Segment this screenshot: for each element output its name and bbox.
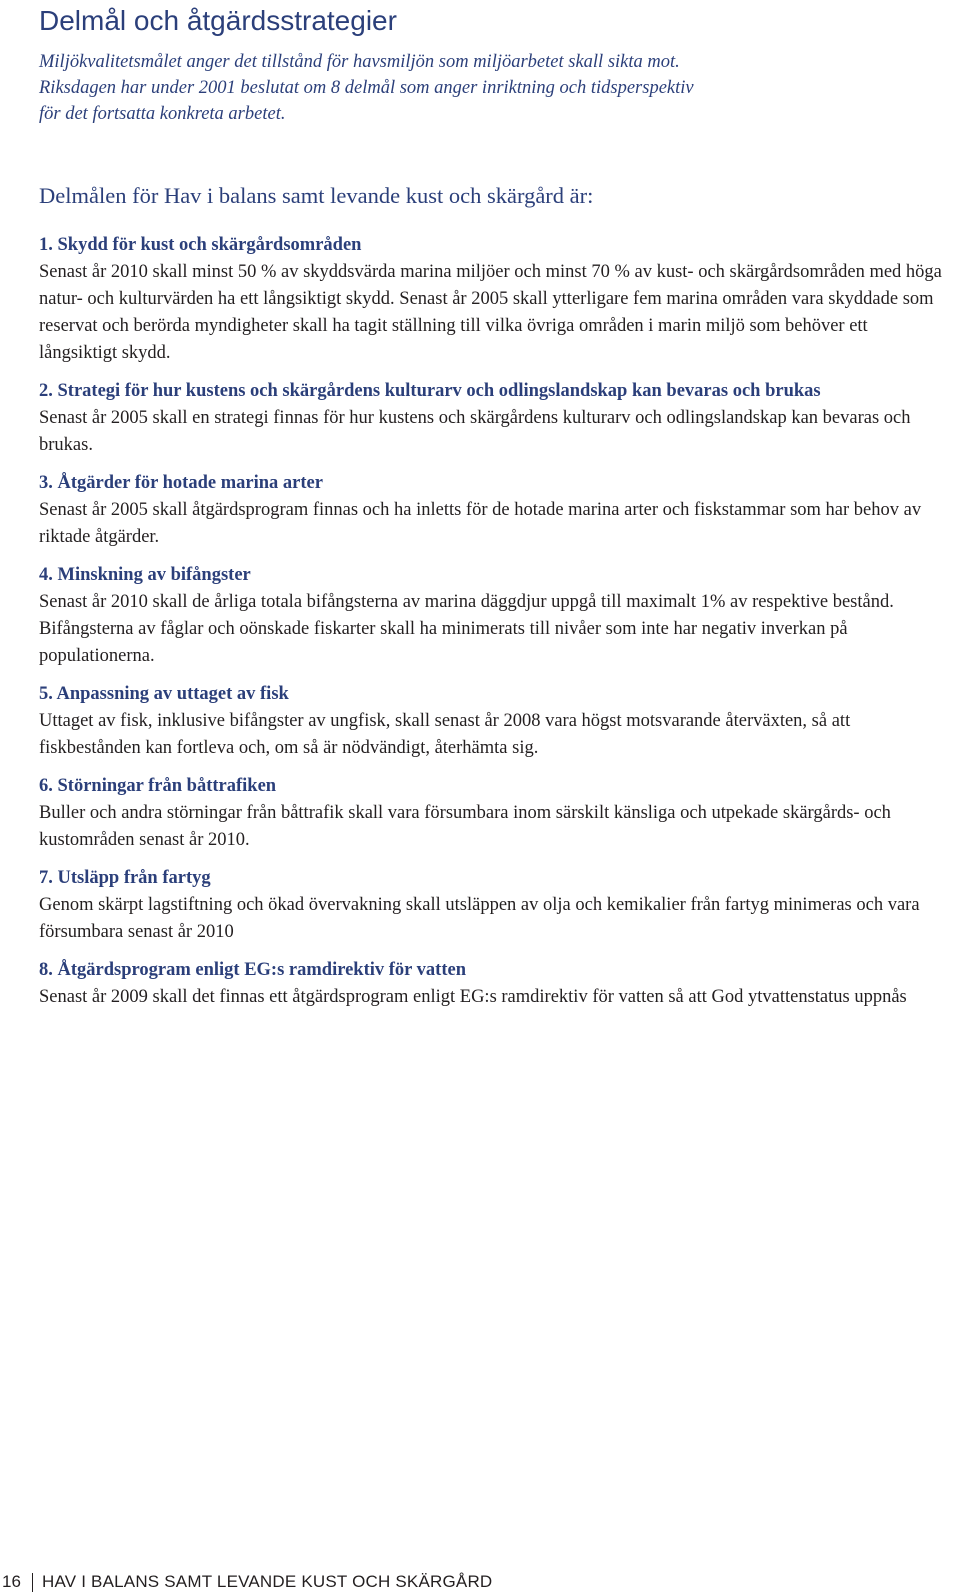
goal-item bbox=[39, 470, 944, 551]
goal-title: 5. Anpassning av uttaget av fisk bbox=[39, 684, 289, 704]
goals-list bbox=[39, 232, 944, 1022]
goal-item bbox=[39, 681, 944, 762]
goal-title: 2. Strategi för hur kustens och skärgårdens kulturarv och odlingslandskap kan bevaras och brukas bbox=[39, 381, 821, 401]
goal-text: Senast år 2005 skall åtgärdsprogram finnas och ha inletts för de hotade marina arter och fiskstammar som har behov av riktade åtgärder. bbox=[39, 500, 922, 547]
goal-title: 7. Utsläpp från fartyg bbox=[39, 868, 211, 888]
page-footer bbox=[0, 1571, 960, 1593]
goal-title: 4. Minskning av bifångster bbox=[39, 565, 251, 585]
goal-item bbox=[39, 773, 944, 854]
goal-text: Senast år 2009 skall det finnas ett åtgärdsprogram enligt EG:s ramdirektiv för vatten så att God ytvattenstatus uppnås bbox=[39, 987, 907, 1007]
goal-item bbox=[39, 957, 944, 1011]
page-heading: Delmål och åtgärdsstrategier bbox=[39, 5, 397, 36]
goal-text: Senast år 2005 skall en strategi finnas för hur kustens och skärgårdens kulturarv och odlingslandskap kan bevaras och brukas. bbox=[39, 408, 911, 455]
page-number: 16 bbox=[2, 1572, 21, 1591]
intro-line: Miljökvalitetsmålet anger det tillstånd för havsmiljön som miljöarbetet skall sikta mot. bbox=[39, 52, 680, 72]
goal-text: Senast år 2010 skall de årliga totala bifångsterna av marina däggdjur uppgå till maximalt 1% av respektive bestånd. Bifångsterna av fåglar och oönskade fiskarter skall ha minimerats till nivåer som inte har negativ inverkan på populationerna. bbox=[39, 592, 894, 666]
goal-text: Senast år 2010 skall minst 50 % av skyddsvärda marina miljöer och minst 70 % av kust- och skärgårdsområden med höga natur- och kulturvärden ha ett långsiktigt skydd. Senast år 2005 skall ytterligare fem marina områden vara skyddade som reservat och berörda myndigheter skall ha tagit ställning till vilka övriga områden i marin miljö som behöver ett långsiktigt skydd. bbox=[39, 262, 942, 363]
goal-item bbox=[39, 232, 944, 367]
goal-text: Buller och andra störningar från båttrafik skall vara försumbara inom särskilt känsliga och utpekade skärgårds- och kustområden senast år 2010. bbox=[39, 803, 891, 850]
intro-line: Riksdagen har under 2001 beslutat om 8 delmål som anger inriktning och tidsperspektiv bbox=[39, 78, 694, 98]
footer-title: HAV I BALANS SAMT LEVANDE KUST OCH SKÄRGÅRD bbox=[42, 1572, 493, 1591]
goal-text: Uttaget av fisk, inklusive bifångster av ungfisk, skall senast år 2008 vara högst motsvarande återväxten, så att fiskbestånden kan fortleva och, om så är nödvändigt, återhämta sig. bbox=[39, 711, 851, 758]
goal-title: 8. Åtgärdsprogram enligt EG:s ramdirektiv för vatten bbox=[39, 960, 466, 980]
goal-title: 3. Åtgärder för hotade marina arter bbox=[39, 473, 323, 493]
goal-item bbox=[39, 378, 944, 459]
intro-line: för det fortsatta konkreta arbetet. bbox=[39, 104, 286, 124]
intro-text bbox=[39, 49, 939, 127]
footer-divider bbox=[32, 1573, 33, 1592]
section-subheading: Delmålen för Hav i balans samt levande kust och skärgård är: bbox=[39, 183, 594, 208]
goal-title: 1. Skydd för kust och skärgårdsområden bbox=[39, 235, 362, 255]
goal-title: 6. Störningar från båttrafiken bbox=[39, 776, 277, 796]
goal-text: Genom skärpt lagstiftning och ökad övervakning skall utsläppen av olja och kemikalier från fartyg minimeras och vara försumbara senast år 2010 bbox=[39, 895, 920, 942]
goal-item bbox=[39, 865, 944, 946]
goal-item bbox=[39, 562, 944, 670]
